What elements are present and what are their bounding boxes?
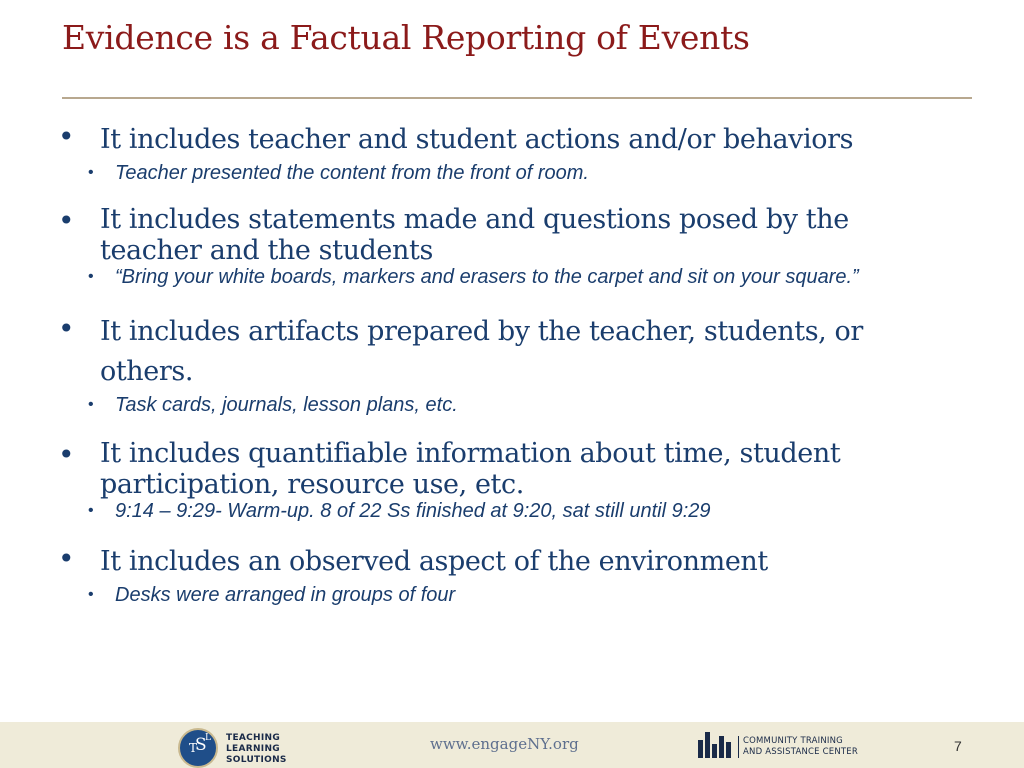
tls-logo-icon: T S L [178,728,218,768]
footer-url[interactable]: www.engageNY.org [430,735,579,753]
bullet-text: It includes quantifiable information about time, student participation, resource use, etc. [100,438,841,500]
sub-bullet-text: “Bring your white boards, markers and erasers to the carpet and sit on your square.” [115,266,859,288]
sub-bullet-marker: • [88,396,94,413]
tls-logo-text: TEACHING LEARNING SOLUTIONS [226,733,287,765]
bullet-item [58,542,988,582]
bullet-item [58,204,988,266]
bullet-item [58,120,988,160]
sub-bullet-text: Task cards, journals, lesson plans, etc. [115,394,458,416]
sub-bullet-marker: • [88,502,94,519]
bullet-marker: • [58,312,75,345]
sub-bullet [88,584,988,606]
bullet-list [58,120,988,606]
ctac-logo-text: COMMUNITY TRAINING AND ASSISTANCE CENTER [738,736,863,758]
sub-bullet [88,500,988,522]
title-divider [62,97,972,99]
sub-bullet-text: 9:14 – 9:29- Warm-up. 8 of 22 Ss finished at 9:20, sat still until 9:29 [115,500,711,522]
sub-bullet [88,162,988,184]
sub-bullet-marker: • [88,268,94,285]
bullet-text: It includes teacher and student actions and/or behaviors [100,124,854,155]
bullet-marker: • [58,204,75,237]
page-number: 7 [954,738,962,754]
sub-bullet [88,266,908,288]
bullet-item [58,438,988,500]
bullet-text: It includes statements made and questions posed by the teacher and the students [100,204,849,266]
bullet-text: It includes artifacts prepared by the teacher, students, or others. [100,316,863,387]
bullet-item [58,312,988,392]
bullet-marker: • [58,438,75,471]
sub-bullet-text: Desks were arranged in groups of four [115,584,456,606]
sub-bullet-text: Teacher presented the content from the front of room. [115,162,589,184]
sub-bullet-marker: • [88,586,94,603]
ctac-logo-icon [698,732,732,758]
sub-bullet-marker: • [88,164,94,181]
bullet-marker: • [58,542,75,575]
slide-title: Evidence is a Factual Reporting of Events [62,18,750,57]
sub-bullet [88,394,988,416]
bullet-marker: • [58,120,75,153]
bullet-text: It includes an observed aspect of the environment [100,546,768,577]
